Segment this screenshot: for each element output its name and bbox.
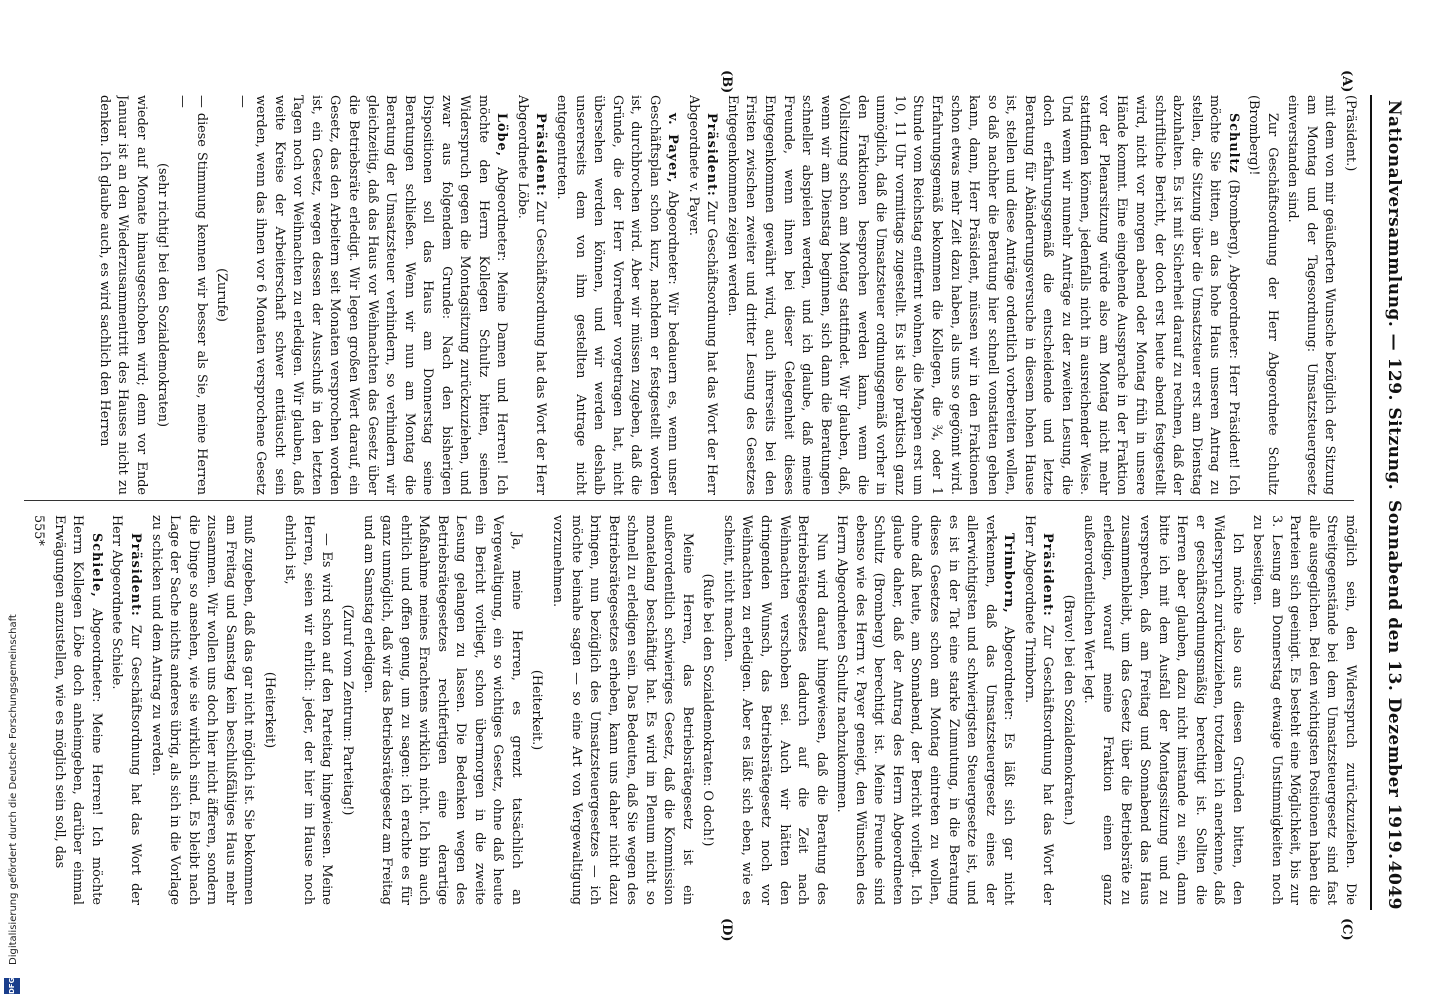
section-letter-d: (D) <box>719 918 734 942</box>
body-paragraph: Ich möchte also aus diesen Gründen bitten, den Widerspruch zurückzuziehen, trotzdem ich anerkenne, daß er geschäftsordnungsmäßig berechtigt ist. Sollten die Herren aber glauben, dazu nicht imstande zu sein, dann bitte ich mit dem Ausfall der Montagssitzung und zu versprechen, daß am Freitag und Sonnabend das Haus zusammenbleibt, um das Gesetz über die Betriebsräte zu erledigen, worauf meine Fraktion einen ganz außerordentlichen Wert legt. <box>1081 515 1245 905</box>
interjection: (Rufe bei den Sozialdemokraten: O doch!) <box>700 573 716 847</box>
interjection: (Zurufe) <box>214 268 230 322</box>
digitization-credit-text: Digitalisierung gefördert durch die Deutsche Forschungsgemeinschaft <box>8 614 19 965</box>
body-paragraph: Zur Geschäftsordnung der Herr Abgeordnete Schultz (Bromberg)! <box>1246 95 1280 495</box>
speech-paragraph <box>551 95 681 495</box>
speaker-name: Präsident: <box>704 113 720 197</box>
body-paragraph: Meine Herren, das Betriebsrätegesetz ist ein außerordentlich schwieriges Gesetz, daß die Kommission monatelang beschäftigt hat. Es wird im Plenum nicht so schnell zu erledigen sein. Das Bedeuten, daß Sie wegen des Betriebsrätegesetzes erheben, kann uns daher nicht dazu bringen, nun bezüglich des Umsatzsteuergesetzes — ich möchte beinahe sagen — so eine Art von Vergewaltigung vorzunehmen. <box>550 515 695 905</box>
speech-paragraph <box>107 515 144 905</box>
speech-paragraph <box>49 515 105 905</box>
speaker-name: Präsident: <box>128 533 143 617</box>
header-rule <box>1370 95 1372 910</box>
interjection: (Zuruf vom Zentrum: Parteitag!) <box>340 604 356 816</box>
body-paragraph: Nun wird darauf hingewiesen, daß die Beratung des Betriebsrätegesetzes dadurch auf die Zeit nach Weihnachten verschoben sei. Auch wir hätten den dringenden Wunsch, das Betriebsrätegesetz noch vor Weihnachten zu erledigen. Aber es läßt sich eben, wie es scheint, nicht machen. <box>720 515 829 905</box>
speaker-name: Trimborn, <box>1001 533 1017 614</box>
digitization-credit <box>8 6 22 996</box>
speech-text: Abgeordneter: Es läßt sich gar nicht verkennen, daß das Umsatzsteuergesetz eines der allerwichtigsten und schwierigsten Steuergesetze ist, und es ist in der Tat eine starke Zumutung, in die Beratung dieses Gesetzes schon am Montag eintreten zu wollen, ohne daß heute, am Sonnabend, der Bericht vorliegt. Ich glaube daher, daß der Antrag des Herrn Abgeordneten Schultz (Bromberg) berechtigt ist. Meine Freunde sind ebenso wie des Herrn v. Payer geneigt, den Wünschen des Herrn Abgeordneten Schultz nachzukommen. <box>834 515 1017 905</box>
header-date: Sonnabend den 13. Dezember 1919. <box>1384 500 1404 860</box>
speech-text: Zur Geschäftsordnung hat das Wort der Herr Abgeordnete Trimborn. <box>1021 515 1056 905</box>
speech-text: Zur Geschäftsordnung hat das Wort der Herr Abgeordnete Schiele. <box>109 515 143 905</box>
body-paragraph: — Es wird schon auf den Parteitag hingewiesen. Meine Herren, seien wir ehrlich: jeder, der hier im Hause noch ehrlich ist, <box>282 515 335 905</box>
body-paragraph: möglich sein, den Widerspruch zurückzuziehen. Die Streitgegenstände bei dem Umsatzsteuergesetz sind fast alle ausgeglichen. Bei den wichtigsten Positionen haben die Parteien sich geeinigt. Es besteht eine Möglichkeit, bis zur 3. Lesung am Donnerstag etwaige Unstimmigkeiten noch zu beseitigen. <box>1250 515 1358 905</box>
section-letter-b: (B) <box>719 70 734 94</box>
speech-paragraph <box>512 95 549 495</box>
body-paragraph: muß zugeben, daß das gar nicht möglich ist. Sie bekommen am Freitag und Samstag kein beschlußfähiges Haus mehr zusammen. Wir wollen uns doch hier nicht äfferen, sondern die Dinge so ansehen, wie sie wirklich sind. Es bleibt nach Lage der Sache nichts anderes übrig, als sich in die Vorlage zu schicken und dem Antrag zu werden. <box>148 515 257 905</box>
speaker-name: Schiele, <box>88 533 104 598</box>
speech-paragraph <box>683 95 720 495</box>
body-paragraph: — diese Stimmung kennen wir besser als Sie, meine Herren — <box>175 95 209 495</box>
interjection: (sehr richtig! bei den Sozialdemokraten) <box>154 163 170 427</box>
body-paragraph: 555* <box>31 515 47 546</box>
section-letter-c: (C) <box>1339 918 1354 941</box>
speech-text: Abgeordneter: Meine Damen und Herren! Ich möchte den Herrn Kollegen Schultz bitten, seinen Widerspruch gegen die Montagsitzung zurückzuziehen, und zwar aus folgendem Grunde: Nach den bisherigen Dispositionen soll das Haus am Donnerstag seine Beratungen schließen. Wenn wir nun am Montag die Beratung der Umsatzsteuer verhindern, so verhindern wir gleichzeitig, daß das Haus vor Weihnachten das Gesetz über die Betriebsräte erledigt. Wir legen großen Wert darauf, ein Gesetz, das den Arbeitern seit Monaten versprochen worden ist, ein Gesetz, wegen dessen der Ausschuß in den letzten Tagen noch vor Weihnachten zu erledigen. Wir glauben, daß weite Kreise der Arbeiterschaft schwer enttäuscht sein werden, wenn das ihnen vor 6 Monaten versprochene Gesetz — <box>234 95 510 495</box>
speaker-name: v. Payer, <box>665 113 681 184</box>
page-header <box>1374 0 1404 1000</box>
dfg-logo-icon: DFG <box>4 978 20 994</box>
speaker-name: Löbe, <box>494 113 510 158</box>
speech-text: (Bromberg), Abgeordneter: Herr Präsident! Ich möchte Sie bitten, an das hohe Haus unseren Antrag zu stellen, die Sitzung über die Umsatzsteuer erst am Dienstag abzuhalten. Es ist mit Sicherheit darauf zu rechnen, daß der schriftliche Bericht, der doch erst heute abend festgestellt wird, nicht vor morgen abend oder Montag früh in unsere Hände kommt. Eine eingehende Aussprache in der Fraktion vor der Plenarsitzung würde also am Montag nicht mehr stattfinden können, jedenfalls nicht in ausreichender Weise. Und wenn wir numehr Anträge zu der zweiten Lesung, die doch erfahrungsgemäß die entscheidende und letzte Beratung für Abänderungsversuche in diesem hohen Hause ist, stellen und diese Anträge ordentlich vorbereiten wollen, so daß nachher die Beratung hier schnell vonstatten gehen kann, dann, Herr Präsident, müssen wir in den Fraktionen schon etwas mehr Zeit dazu haben, als uns so gegönnt wird. Erfahrungsgemäß bekommen die Kollegen, die ¾, oder 1 Stunde vom Reichstag entfernt wohnen, die Mappen erst um 10, 11 Uhr vormittags zugestellt. Es ist also praktisch ganz unmöglich, daß die Umsatzsteuer ordnungsgemäß vorher in den Fraktionen besprochen werden kann, wenn die Vollsitzung schon am Montag stattfindet. Wir glauben, daß, wenn wir am Dienstag beginnen, sich dann die Beratungen schneller abspielen werden, und ich glaube, daß meine Freunde, wenn ihnen bei dieser Gelegenheit dieses Entgegenkommen gewährt wird, auch ihrerseits bei den Fristen zwischen zweiter und dritter Lesung des Gesetzes Entgegenkommen zeigen werden. <box>724 95 1241 495</box>
speech-paragraph <box>1019 515 1056 905</box>
speech-paragraph <box>232 95 510 495</box>
header-page-number: 4049 <box>1384 860 1404 910</box>
text-column-left <box>19 95 1359 495</box>
speech-text: Zur Geschäftsordnung hat das Wort der Herr Abgeordnete v. Payer. <box>685 95 720 495</box>
section-letter-a: (A) <box>1339 70 1354 93</box>
header-title: Nationalversammlung. — 129. Sitzung. <box>1384 100 1404 491</box>
interjection: (Bravo! bei den Sozialdemokraten.) <box>1060 594 1076 826</box>
speech-text: Abgeordneter: Meine Herren! Ich möchte Herrn Kollegen Löbe doch anheimgeben, darüber einmal Erwägungen anzustellen, wie es möglich sein soll, das <box>51 515 104 905</box>
speaker-name: Präsident: <box>533 113 549 197</box>
speaker-name: Schultz <box>1225 113 1241 174</box>
speech-paragraph <box>832 515 1017 905</box>
column-divider <box>24 500 1354 501</box>
body-paragraph: mit dem von mir geäußerten Wunsche bezüglich der Sitzung am Montag und der Tagesordnung: Umsatzsteuergesetz einverstanden sind. <box>1285 95 1338 495</box>
speech-paragraph <box>722 95 1241 495</box>
body-paragraph: wieder auf Monate hinausgeschoben wird; denn vor Ende Januar ist an den Wiederzusammentritt des Hauses nicht zu denken. Ich glaube auch, es wird sachlich den Herren <box>96 95 149 495</box>
text-column-right <box>19 515 1359 905</box>
speech-text: Zur Geschäftsordnung hat das Wort der Herr Abgeordnete Löbe. <box>514 95 549 495</box>
speaker-name: Präsident: <box>1040 533 1056 617</box>
interjection: (Heiterkeit.) <box>529 669 545 751</box>
speech-text: Abgeordneter: Wir bedauern es, wenn unser Geschäftsplan schon kurz, nachdem er festgestellt worden ist, durchbrochen wird. Aber wir müssen zugeben, daß die Gründe, die der Herr Vorredner vorgetragen hat, nicht übersehen werden können, und wir werden deshalb unsererseits dem von ihm gestellten Antrage nicht entgegentreten. <box>554 95 681 495</box>
speaker-reference: (Präsident.) <box>1343 95 1358 172</box>
interjection: (Heiterkeit) <box>261 671 277 749</box>
body-paragraph: Ja, meine Herren, es grenzt tatsächlich an Vergewaltigung, ein so wichtiges Gesetz, ohne daß heute ein Bericht vorliegt, schon übermorgen in die zweite Lesung gelangen zu lassen. Die Bedenken wegen des Betriebsrätegesetzes rechtfertigen eine derartige Maßnahme meines Erachtens wirklich nicht. Ich bin auch ehrlich und offen genug, um zu sagen: ich erachte es für ganz unmöglich, daß wir das Betriebsrätegesetz am Freitag und am Samstag erledigen. <box>360 515 524 905</box>
